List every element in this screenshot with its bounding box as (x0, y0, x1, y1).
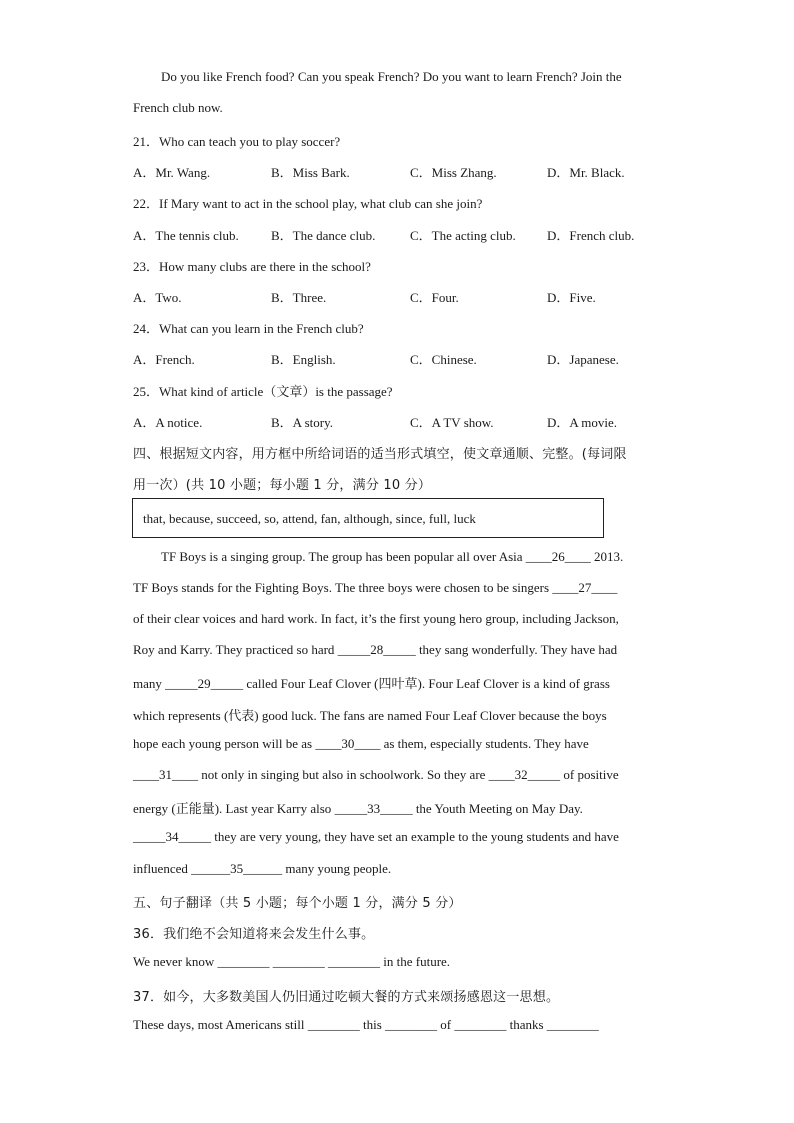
question-21-stem: 21．Who can teach you to play soccer? (133, 134, 341, 149)
blank-32[interactable]: ____32_____ (488, 767, 561, 782)
passage-line-5 (133, 673, 610, 692)
passage-text: of positive (560, 767, 619, 782)
question-37-chinese: 37．如今，大多数美国人仍旧通过吃顿大餐的方式来颂扬感恩这一思想。 (133, 990, 560, 1005)
q21-option-b[interactable]: B．Miss Bark. (271, 165, 350, 180)
passage-line-7 (133, 736, 589, 752)
q23-option-b[interactable]: B．Three. (271, 290, 327, 305)
blank-29[interactable]: _____29_____ (165, 676, 244, 691)
passage-text: many (133, 676, 166, 691)
q21-option-a[interactable]: A．Mr. Wang. (133, 165, 211, 180)
q24-option-b[interactable]: B．English. (271, 352, 336, 367)
blank-30[interactable]: ____30____ (315, 736, 381, 751)
q22-option-d[interactable]: D．French club. (547, 228, 635, 243)
q22-option-a[interactable]: A．The tennis club. (133, 228, 239, 243)
question-24-stem: 24．What can you learn in the French club? (133, 321, 364, 336)
passage-text: not only in singing but also in schoolwork. So they are (198, 767, 489, 782)
q21-option-c[interactable]: C．Miss Zhang. (410, 165, 497, 180)
section-5-heading: 五、句子翻译（共 5 小题；每个小题 1 分，满分 5 分） (133, 896, 462, 911)
q25-option-d[interactable]: D．A movie. (547, 415, 618, 430)
q25-option-c[interactable]: C．A TV show. (410, 415, 494, 430)
blank-27[interactable]: ____27____ (552, 580, 618, 595)
passage-text: energy (正能量). Last year Karry also (133, 801, 335, 816)
passage-text: 2013. (590, 549, 624, 564)
passage-text: as them, especially students. They have (380, 736, 589, 751)
passage-text: hope each young person will be as (133, 736, 316, 751)
passage-line-1 (161, 549, 623, 565)
q22-option-b[interactable]: B．The dance club. (271, 228, 376, 243)
q23-option-c[interactable]: C．Four. (410, 290, 459, 305)
question-36-chinese: 36．我们绝不会知道将来会发生什么事。 (133, 927, 375, 942)
intro-line-2: French club now. (133, 100, 223, 115)
blank-34[interactable]: _____34_____ (133, 829, 211, 844)
passage-line-3 (133, 611, 619, 627)
question-36-english[interactable]: We never know ________ ________ ________ in the future. (133, 954, 451, 969)
question-37-english[interactable]: These days, most Americans still ________ this ________ of ________ thanks ________ (133, 1017, 599, 1032)
question-25-stem: 25．What kind of article（文章）is the passage? (133, 384, 393, 399)
passage-text: which represents (代表) good luck. The fans are named Four Leaf Clover because the boys (133, 708, 607, 723)
section-4-heading-line-2: 用一次）(共 10 小题；每小题 1 分，满分 10 分） (133, 478, 432, 493)
passage-line-6 (133, 705, 607, 724)
passage-text: influenced (133, 861, 192, 876)
passage-line-8 (133, 767, 619, 783)
word-box (132, 498, 604, 538)
intro-line-1: Do you like French food? Can you speak French? Do you want to learn French? Join the (161, 69, 622, 84)
q23-option-d[interactable]: D．Five. (547, 290, 596, 305)
q23-option-a[interactable]: A．Two. (133, 290, 182, 305)
passage-text: they sang wonderfully. They have had (415, 642, 618, 657)
q24-option-d[interactable]: D．Japanese. (547, 352, 619, 367)
passage-text: of their clear voices and hard work. In fact, it’s the first young hero group, including Jackson, (133, 611, 619, 626)
word-box-text: that, because, succeed, so, attend, fan, although, since, full, luck (143, 511, 476, 526)
passage-line-9 (133, 798, 583, 817)
passage-text: the Youth Meeting on May Day. (412, 801, 583, 816)
passage-line-10 (133, 829, 619, 845)
passage-line-2 (133, 580, 617, 596)
passage-text: called Four Leaf Clover (四叶草). Four Leaf Clover is a kind of grass (243, 676, 610, 691)
question-22-stem: 22．If Mary want to act in the school play, what club can she join? (133, 196, 483, 211)
passage-text: many young people. (282, 861, 392, 876)
blank-33[interactable]: _____33_____ (334, 801, 413, 816)
passage-line-11 (133, 861, 391, 877)
passage-text: Roy and Karry. They practiced so hard (133, 642, 338, 657)
q25-option-b[interactable]: B．A story. (271, 415, 333, 430)
passage-line-4 (133, 642, 617, 658)
blank-26[interactable]: ____26____ (525, 549, 591, 564)
q22-option-c[interactable]: C．The acting club. (410, 228, 516, 243)
blank-35[interactable]: ______35______ (191, 861, 283, 876)
blank-31[interactable]: ____31____ (133, 767, 198, 782)
question-23-stem: 23．How many clubs are there in the school? (133, 259, 371, 274)
passage-text: TF Boys is a singing group. The group has been popular all over Asia (161, 549, 526, 564)
passage-text: TF Boys stands for the Fighting Boys. The three boys were chosen to be singers (133, 580, 553, 595)
blank-28[interactable]: _____28_____ (337, 642, 416, 657)
q24-option-c[interactable]: C．Chinese. (410, 352, 477, 367)
q21-option-d[interactable]: D．Mr. Black. (547, 165, 625, 180)
passage-text: they are very young, they have set an example to the young students and have (211, 829, 619, 844)
q25-option-a[interactable]: A．A notice. (133, 415, 203, 430)
section-4-heading-line-1: 四、根据短文内容，用方框中所给词语的适当形式填空，使文章通顺、完整。(每词限 (133, 447, 627, 462)
q24-option-a[interactable]: A．French. (133, 352, 195, 367)
